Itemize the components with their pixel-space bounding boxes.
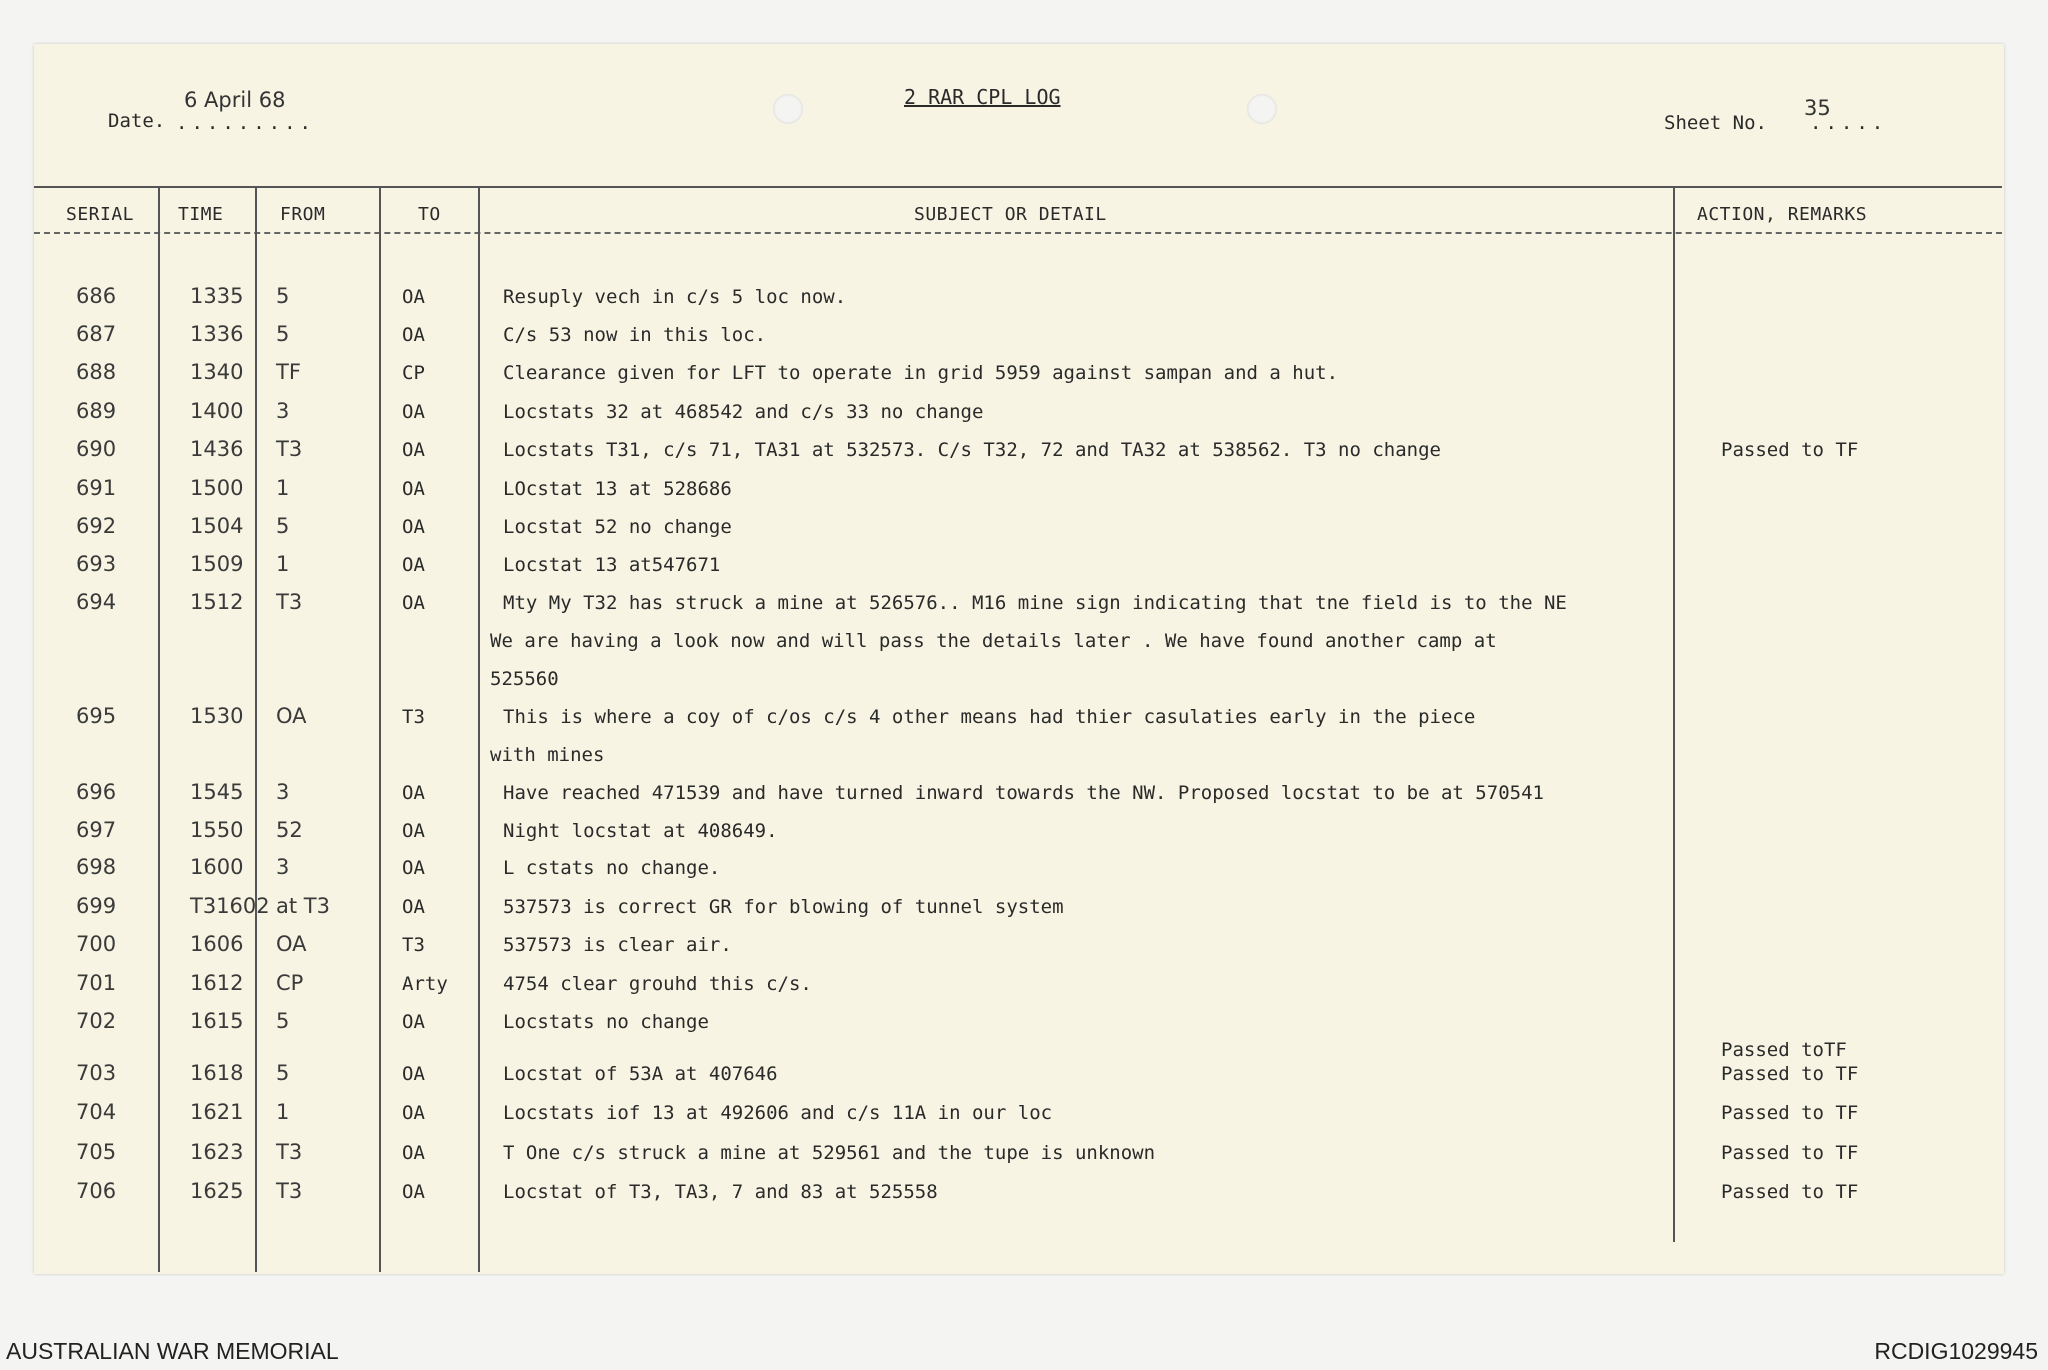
entry-serial: 702 xyxy=(76,1009,117,1033)
entry-to: OA xyxy=(402,478,425,500)
entry-from: 3 xyxy=(276,855,290,879)
entry-to: T3 xyxy=(402,934,425,956)
col-header-from: FROM xyxy=(280,204,326,225)
entry-serial: 692 xyxy=(76,514,117,538)
entry-remark: Passed to TF xyxy=(1721,1063,1859,1085)
entry-serial: 701 xyxy=(76,971,117,995)
entry-detail-line: LOcstat 13 at 528686 xyxy=(503,478,732,500)
entry-from: 5 xyxy=(276,514,290,538)
entry-time: 1625 xyxy=(190,1179,244,1203)
log-sheet xyxy=(34,44,2004,1274)
entry-serial: 686 xyxy=(76,284,117,308)
entry-detail-line: Mty My T32 has struck a mine at 526576.. M16 mine sign indicating that tne field is to the NE xyxy=(503,592,1567,614)
col-header-time: TIME xyxy=(178,204,224,225)
entry-serial: 694 xyxy=(76,590,117,614)
entry-time: 1545 xyxy=(190,780,244,804)
col-divider-5 xyxy=(1673,188,1675,1242)
entry-from: 1 xyxy=(276,552,290,576)
col-divider-3 xyxy=(379,188,381,1272)
entry-from: 52 xyxy=(276,818,303,842)
entry-serial: 700 xyxy=(76,932,117,956)
entry-from: 1 xyxy=(276,1100,290,1124)
entry-time: 1340 xyxy=(190,360,244,384)
entry-to: OA xyxy=(402,554,425,576)
entry-detail-line: 537573 is clear air. xyxy=(503,934,732,956)
entry-from: OA xyxy=(276,704,307,728)
entry-time: 1550 xyxy=(190,818,244,842)
entry-detail-line: Night locstat at 408649. xyxy=(503,820,778,842)
entry-to: T3 xyxy=(402,706,425,728)
entry-from: OA xyxy=(276,932,307,956)
entry-time: 1400 xyxy=(190,399,244,423)
entry-detail-line: We are having a look now and will pass the details later . We have found another camp at xyxy=(490,630,1497,652)
entry-detail-line: Clearance given for LFT to operate in grid 5959 against sampan and a hut. xyxy=(503,362,1339,384)
entry-time: 1621 xyxy=(190,1100,244,1124)
entry-to: OA xyxy=(402,1011,425,1033)
entry-detail-line: Locstats 32 at 468542 and c/s 33 no change xyxy=(503,401,984,423)
header-bottom-rule xyxy=(34,232,2002,234)
entry-time: 1504 xyxy=(190,514,244,538)
entry-detail-line: 537573 is correct GR for blowing of tunnel system xyxy=(503,896,1064,918)
entry-remark: Passed to TF xyxy=(1721,439,1859,461)
entry-detail-line: Locstats iof 13 at 492606 and c/s 11A in our loc xyxy=(503,1102,1053,1124)
entry-detail-line: Locstat of T3, TA3, 7 and 83 at 525558 xyxy=(503,1181,938,1203)
col-header-to: TO xyxy=(418,204,441,225)
entry-detail-line: This is where a coy of c/os c/s 4 other means had thier casulaties early in the piece xyxy=(503,706,1476,728)
col-divider-1 xyxy=(158,188,160,1272)
entry-serial: 706 xyxy=(76,1179,117,1203)
entry-from: TF xyxy=(276,360,301,384)
entry-serial: 688 xyxy=(76,360,117,384)
date-label: Date. xyxy=(108,110,166,132)
entry-from: T3 xyxy=(276,1179,303,1203)
col-divider-2 xyxy=(255,188,257,1272)
entry-detail-line: Locstat of 53A at 407646 xyxy=(503,1063,778,1085)
entry-from: T3 xyxy=(276,590,303,614)
entry-to: Arty xyxy=(402,973,448,995)
entry-serial: 690 xyxy=(76,437,117,461)
col-header-serial: SERIAL xyxy=(66,204,135,225)
entry-serial: 704 xyxy=(76,1100,117,1124)
punch-hole-left xyxy=(773,94,803,124)
entry-to: OA xyxy=(402,1063,425,1085)
entry-detail-line: Locstats no change xyxy=(503,1011,709,1033)
entry-to: OA xyxy=(402,286,425,308)
entry-time: 1530 xyxy=(190,704,244,728)
entry-time: 1509 xyxy=(190,552,244,576)
footer-credit: AUSTRALIAN WAR MEMORIAL xyxy=(6,1338,339,1364)
sheet-number: 35 xyxy=(1804,96,1831,120)
entry-from: 1 xyxy=(276,476,290,500)
col-header-subject: SUBJECT OR DETAIL xyxy=(914,204,1107,225)
entry-time: 1618 xyxy=(190,1061,244,1085)
entry-serial: 698 xyxy=(76,855,117,879)
entry-from: T3 xyxy=(276,437,303,461)
entry-serial: 693 xyxy=(76,552,117,576)
entry-from: CP xyxy=(276,971,304,995)
entry-to: OA xyxy=(402,516,425,538)
entry-detail-line: Locstat 52 no change xyxy=(503,516,732,538)
entry-time: 1436 xyxy=(190,437,244,461)
entry-serial: 696 xyxy=(76,780,117,804)
entry-serial: 691 xyxy=(76,476,117,500)
entry-detail-line: Have reached 471539 and have turned inward towards the NW. Proposed locstat to be at 570541 xyxy=(503,782,1544,804)
header-top-rule xyxy=(34,186,2002,188)
entry-from: at T3 xyxy=(276,894,330,918)
entry-to: OA xyxy=(402,439,425,461)
footer-id: RCDIG1029945 xyxy=(1874,1338,2038,1364)
entry-serial: 697 xyxy=(76,818,117,842)
entry-detail-line: T One c/s struck a mine at 529561 and the tupe is unknown xyxy=(503,1142,1156,1164)
entry-time: 1623 xyxy=(190,1140,244,1164)
entry-to: OA xyxy=(402,896,425,918)
entry-remark: Passed to TF xyxy=(1721,1181,1859,1203)
entry-detail-line: 525560 xyxy=(490,668,559,690)
entry-to: OA xyxy=(402,1102,425,1124)
entry-time: 1335 xyxy=(190,284,244,308)
entry-serial: 687 xyxy=(76,322,117,346)
entry-time: 1615 xyxy=(190,1009,244,1033)
entry-serial: 699 xyxy=(76,894,117,918)
col-header-action: ACTION, REMARKS xyxy=(1697,204,1868,225)
entry-remark: Passed to TF xyxy=(1721,1142,1859,1164)
entry-time: 1600 xyxy=(190,855,244,879)
entry-time: T31602 xyxy=(190,894,270,918)
entry-from: 5 xyxy=(276,1061,290,1085)
entry-from: 5 xyxy=(276,322,290,346)
sheet-dots: ..... xyxy=(1810,112,1888,134)
entry-to: OA xyxy=(402,782,425,804)
entry-from: T3 xyxy=(276,1140,303,1164)
entry-to: OA xyxy=(402,592,425,614)
entry-serial: 705 xyxy=(76,1140,117,1164)
entry-detail-line: C/s 53 now in this loc. xyxy=(503,324,767,346)
col-divider-4 xyxy=(478,188,480,1272)
entry-detail-line: Resuply vech in c/s 5 loc now. xyxy=(503,286,847,308)
entry-time: 1500 xyxy=(190,476,244,500)
entry-to: CP xyxy=(402,362,425,384)
entry-from: 5 xyxy=(276,284,290,308)
entry-detail-line: 4754 clear grouhd this c/s. xyxy=(503,973,812,995)
entry-time: 1612 xyxy=(190,971,244,995)
entry-to: OA xyxy=(402,820,425,842)
punch-hole-right xyxy=(1247,94,1277,124)
entry-time: 1336 xyxy=(190,322,244,346)
entry-time: 1512 xyxy=(190,590,244,614)
entry-serial: 703 xyxy=(76,1061,117,1085)
entry-serial: 689 xyxy=(76,399,117,423)
entry-from: 5 xyxy=(276,1009,290,1033)
entry-to: OA xyxy=(402,1181,425,1203)
sheet-label: Sheet No. xyxy=(1664,112,1767,134)
entry-detail-line: Locstats T31, c/s 71, TA31 at 532573. C/s T32, 72 and TA32 at 538562. T3 no change xyxy=(503,439,1441,461)
entry-time: 1606 xyxy=(190,932,244,956)
entry-to: OA xyxy=(402,324,425,346)
entry-to: OA xyxy=(402,857,425,879)
entry-from: 3 xyxy=(276,780,290,804)
entry-detail-line: with mines xyxy=(490,744,605,766)
entry-remark: Passed toTF xyxy=(1721,1039,1847,1061)
entry-remark: Passed to TF xyxy=(1721,1102,1859,1124)
date-value: 6 April 68 xyxy=(184,88,286,112)
date-dots: ......... xyxy=(176,112,315,134)
log-title: 2 RAR CPL LOG xyxy=(904,85,1061,109)
entry-detail-line: Locstat 13 at547671 xyxy=(503,554,721,576)
entry-from: 3 xyxy=(276,399,290,423)
entry-detail-line: L cstats no change. xyxy=(503,857,721,879)
entry-serial: 695 xyxy=(76,704,117,728)
entry-to: OA xyxy=(402,401,425,423)
entry-to: OA xyxy=(402,1142,425,1164)
